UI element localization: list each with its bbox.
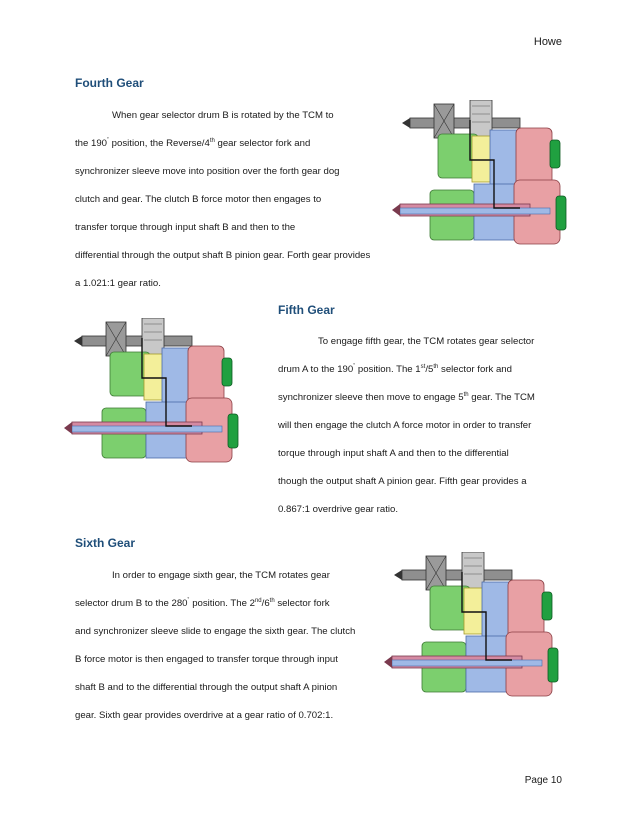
paragraph-line: clutch and gear. The clutch B force motor then engages to xyxy=(75,194,322,205)
paragraph-line: the 190˚ position, the Reverse/4th gear selector fork and xyxy=(75,138,311,149)
paragraph-line: selector drum B to the 280˚ position. The 2nd/6th selector fork xyxy=(75,598,330,609)
paragraph-line: B force motor is then engaged to transfer torque through input xyxy=(75,654,338,665)
paragraph-line: To engage fifth gear, the TCM rotates gear selector xyxy=(318,336,535,347)
paragraph-line: though the output shaft A pinion gear. Fifth gear provides a xyxy=(278,476,527,487)
paragraph-line: synchronizer sleeve move into position over the forth gear dog xyxy=(75,166,340,177)
paragraph-line: torque through input shaft A and then to the differential xyxy=(278,448,509,459)
section-heading-sixth-gear: Sixth Gear xyxy=(75,536,136,550)
paragraph-line: In order to engage sixth gear, the TCM rotates gear xyxy=(112,570,330,581)
paragraph-line: differential through the output shaft B pinion gear. Forth gear provides xyxy=(75,250,371,261)
section-heading-fifth-gear: Fifth Gear xyxy=(278,303,335,317)
paragraph-line: drum A to the 190˚ position. The 1st/5th selector fork and xyxy=(278,364,512,375)
paragraph-line: will then engage the clutch A force motor in order to transfer xyxy=(278,420,532,431)
fourth-gear-gearbox-diagram xyxy=(390,100,570,250)
sixth-gear-gearbox-diagram xyxy=(382,552,562,702)
paragraph-line: shaft B and to the differential through the output shaft A pinion xyxy=(75,682,338,693)
page-number: Page 10 xyxy=(524,775,562,786)
paragraph-line: gear. Sixth gear provides overdrive at a gear ratio of 0.702:1. xyxy=(75,710,334,721)
paragraph-line: synchronizer sleeve then move to engage 5th gear. The TCM xyxy=(278,392,535,403)
paragraph-line: and synchronizer sleeve slide to engage the sixth gear. The clutch xyxy=(75,626,356,637)
fifth-gear-gearbox-diagram xyxy=(62,318,242,468)
paragraph-line: a 1.021:1 gear ratio. xyxy=(75,278,161,289)
paragraph-line: transfer torque through input shaft B and then to the xyxy=(75,222,296,233)
page-header-author: Howe xyxy=(533,36,562,48)
section-heading-fourth-gear: Fourth Gear xyxy=(75,76,144,90)
paragraph-line: 0.867:1 overdrive gear ratio. xyxy=(278,504,398,515)
paragraph-line: When gear selector drum B is rotated by the TCM to xyxy=(112,110,334,121)
